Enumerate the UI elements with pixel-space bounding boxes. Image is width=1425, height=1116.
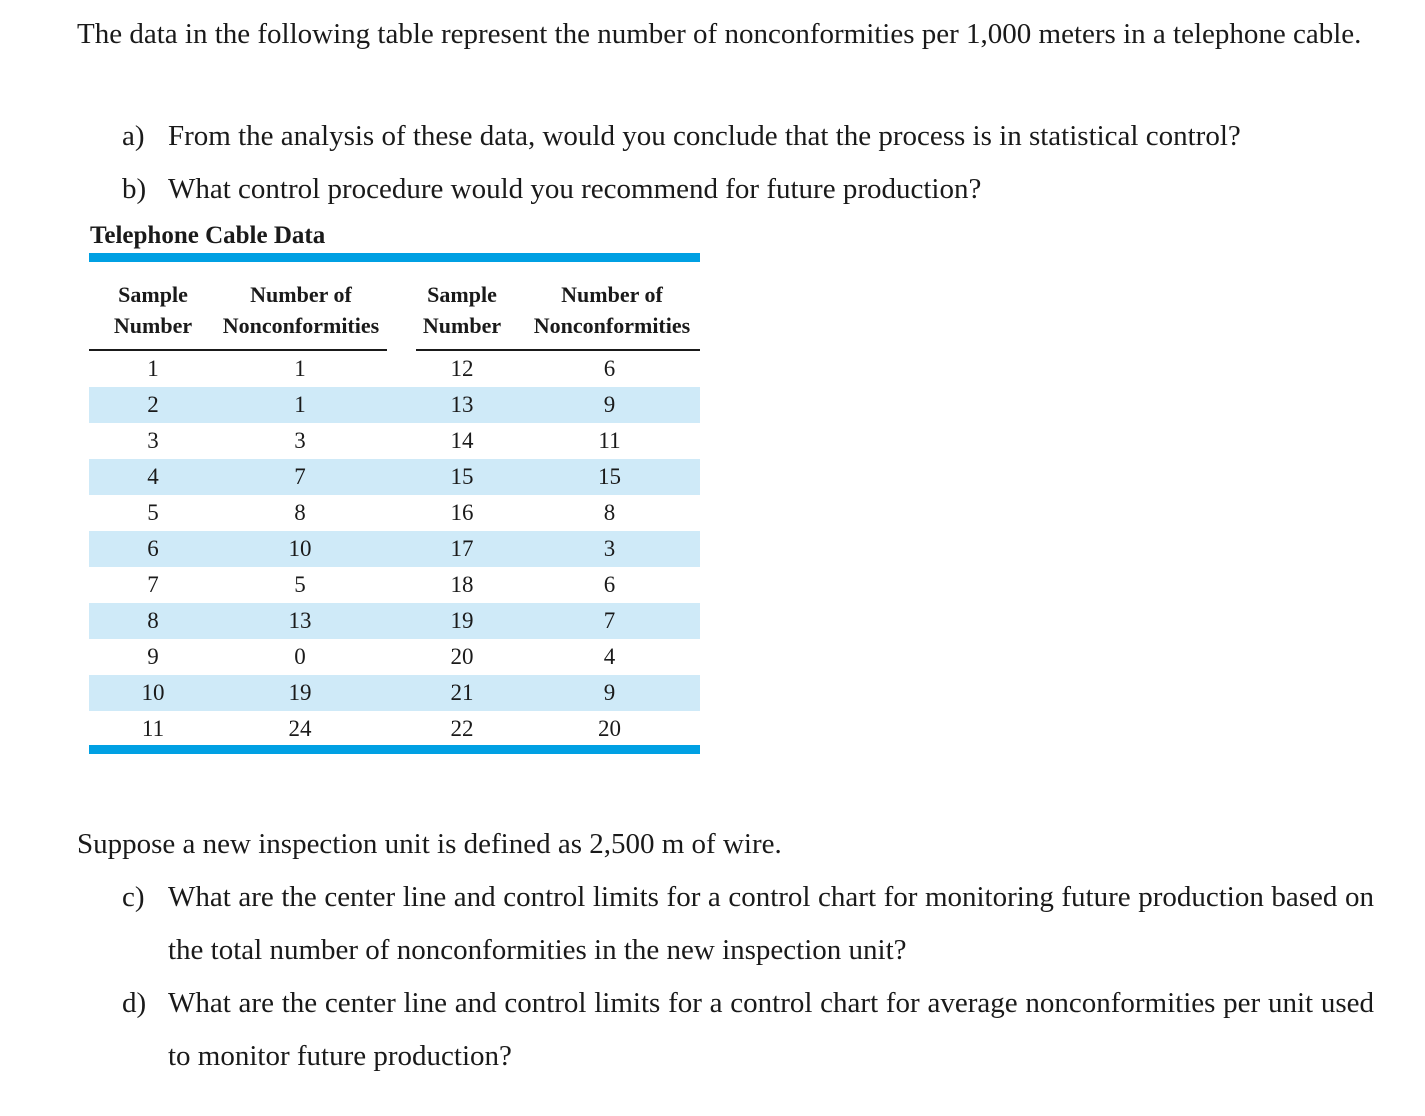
- question-b-label: b): [122, 173, 147, 205]
- header-sample-number-1: [97, 279, 209, 341]
- header-line: Number of: [250, 282, 352, 307]
- cell-sample: 9: [147, 644, 159, 669]
- cell-count: 13: [288, 608, 312, 633]
- cell-count: 24: [288, 716, 312, 741]
- question-a-text: From the analysis of these data, would you conclude that the process is in statistical control?: [168, 120, 1241, 152]
- cell-count: 4: [603, 644, 616, 669]
- table-bottom-rule: [89, 745, 700, 754]
- question-c: [122, 871, 1374, 977]
- cell-sample: 13: [450, 392, 474, 417]
- cell-sample: 16: [450, 500, 474, 525]
- header-line: Number: [422, 313, 502, 338]
- cell-sample: 12: [450, 356, 474, 381]
- question-b: [122, 163, 982, 216]
- question-d: [122, 977, 1374, 1083]
- cell-count: 9: [603, 392, 616, 417]
- cell-sample: 3: [147, 428, 159, 453]
- data-table: [89, 253, 700, 754]
- cell-sample: 5: [147, 500, 159, 525]
- cell-sample: 14: [450, 428, 474, 453]
- cell-sample: 6: [147, 536, 159, 561]
- question-c-label: c): [122, 881, 145, 913]
- header-line: Number of: [561, 282, 663, 307]
- cell-sample: 21: [450, 680, 474, 705]
- cell-sample: 19: [450, 608, 474, 633]
- cell-sample: 11: [141, 716, 165, 741]
- cell-sample: 17: [450, 536, 474, 561]
- cell-sample: 10: [141, 680, 165, 705]
- table-row: [89, 351, 700, 387]
- question-c-text: What are the center line and control limits for a control chart for monitoring future production based on the total number of nonconformities in the new inspection unit?: [168, 881, 1374, 966]
- table-row: [89, 639, 700, 675]
- cell-count: 7: [294, 464, 306, 489]
- question-d-label: d): [122, 987, 147, 1019]
- header-nonconformities-1: [217, 279, 385, 341]
- cell-count: 3: [294, 428, 306, 453]
- cell-sample: 18: [450, 572, 474, 597]
- header-line: Nonconformities: [533, 313, 691, 338]
- cell-count: 1: [294, 356, 306, 381]
- table-row: [89, 495, 700, 531]
- cell-sample: 4: [147, 464, 159, 489]
- header-line: Sample: [118, 282, 188, 307]
- cell-sample: 22: [450, 716, 474, 741]
- cell-count: 1: [294, 392, 306, 417]
- question-b-text: What control procedure would you recommend for future production?: [168, 173, 982, 205]
- cell-count: 0: [294, 644, 306, 669]
- question-d-text: What are the center line and control limits for a control chart for average nonconformities per unit used to monitor future production?: [168, 987, 1374, 1072]
- cell-count: 5: [294, 572, 306, 597]
- header-line: Nonconformities: [222, 313, 380, 338]
- cell-count: 9: [603, 680, 616, 705]
- cell-sample: 20: [450, 644, 474, 669]
- table-row: [89, 711, 700, 747]
- cell-count: 3: [603, 536, 616, 561]
- header-nonconformities-2: [527, 279, 697, 341]
- cell-count: 8: [603, 500, 616, 525]
- table-row: [89, 387, 700, 423]
- cell-count: 8: [294, 500, 306, 525]
- cell-sample: 15: [450, 464, 474, 489]
- cell-count: 19: [288, 680, 312, 705]
- cell-count: 11: [598, 428, 621, 453]
- table-row: [89, 423, 700, 459]
- table-top-rule: [89, 253, 700, 262]
- intro-paragraph: The data in the following table represent the number of nonconformities per 1,000 meters in a telephone cable.: [77, 18, 1362, 50]
- table-row: [89, 459, 700, 495]
- question-a-label: a): [122, 120, 145, 152]
- header-line: Number: [113, 313, 193, 338]
- paragraph-inspection-unit: Suppose a new inspection unit is defined as 2,500 m of wire.: [77, 828, 782, 860]
- question-a: [122, 110, 1241, 163]
- header-line: Sample: [427, 282, 497, 307]
- cell-count: 20: [598, 716, 621, 741]
- table-title: Telephone Cable Data: [90, 222, 326, 249]
- table-row: [89, 675, 700, 711]
- cell-sample: 7: [147, 572, 159, 597]
- table-row: [89, 531, 700, 567]
- cell-count: 10: [288, 536, 312, 561]
- cell-count: 7: [603, 608, 616, 633]
- table-row: [89, 567, 700, 603]
- table-row: [89, 603, 700, 639]
- cell-sample: 8: [147, 608, 159, 633]
- cell-sample: 2: [147, 392, 159, 417]
- cell-count: 6: [603, 572, 616, 597]
- header-sample-number-2: [412, 279, 512, 341]
- cell-count: 6: [603, 356, 616, 381]
- cell-count: 15: [598, 464, 621, 489]
- cell-sample: 1: [147, 356, 159, 381]
